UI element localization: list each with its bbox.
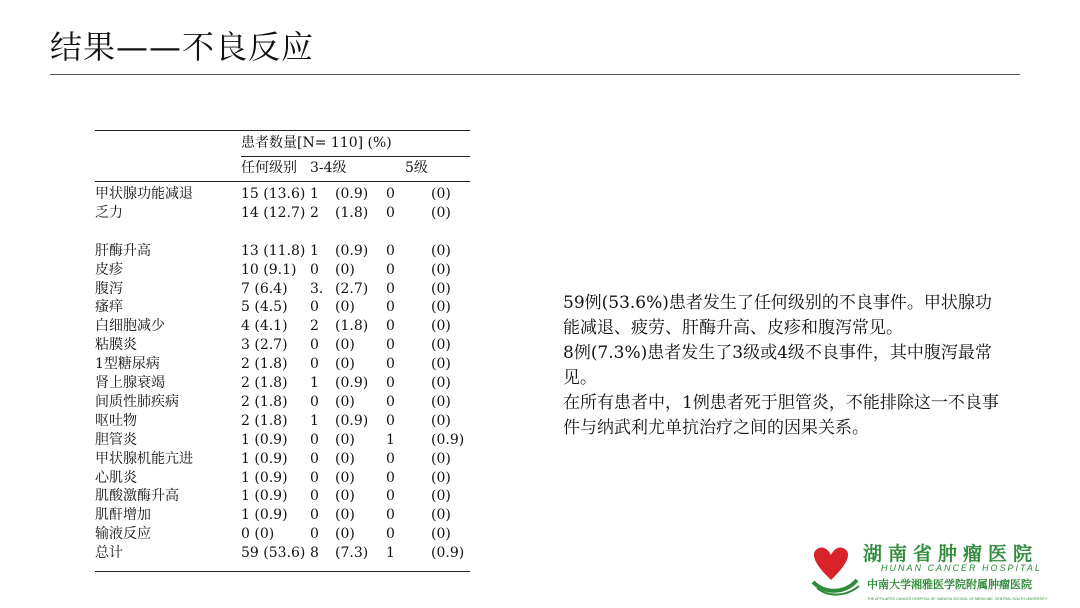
grade-5-count: 0 — [386, 412, 395, 429]
grade-3-4-count: 2 — [310, 204, 319, 221]
row-label: 腹泻 — [95, 280, 123, 297]
grade-5-percent: (0.9) — [431, 431, 465, 448]
grade-3-4-count: 0 — [310, 488, 319, 505]
row-label: 呕吐物 — [95, 412, 137, 429]
grade-5-percent: (0) — [431, 337, 451, 354]
summary-notes — [563, 291, 1003, 441]
note-paragraph: 8例(7.3%)患者发生了3级或4级不良事件，其中腹泻最常见。 — [563, 343, 992, 388]
grade-3-4-percent: (0) — [335, 526, 355, 543]
grade-5-count: 0 — [386, 356, 395, 373]
grade-5-percent: (0) — [431, 299, 451, 316]
row-label: 心肌炎 — [95, 469, 137, 486]
logo-name-cn: 湖南省肿瘤医院 — [863, 543, 1039, 565]
row-label: 白细胞减少 — [95, 318, 165, 335]
grade-3-4-percent: (0.9) — [335, 186, 369, 202]
row-label: 间质性肺疾病 — [95, 393, 179, 410]
grade-5-count: 0 — [386, 450, 395, 467]
any-grade-cell: 1 (0.9) — [241, 450, 288, 467]
row-label: 肝酶升高 — [95, 242, 151, 259]
any-grade-cell: 1 (0.9) — [241, 469, 288, 486]
grade-5-count: 0 — [386, 488, 395, 505]
note-paragraph: 在所有患者中，1例患者死于胆管炎，不能排除这一不良事件与纳武利尤单抗治疗之间的因果关系。 — [563, 393, 999, 438]
grade-3-4-percent: (0.9) — [335, 412, 369, 429]
grade-3-4-count: 8 — [310, 545, 319, 562]
grade-3-4-count: 0 — [310, 469, 319, 486]
grade-5-percent: (0) — [431, 375, 451, 391]
any-grade-cell: 13 (11.8) — [241, 242, 306, 259]
grade-5-percent: (0) — [431, 469, 451, 486]
grade-5-percent: (0) — [431, 488, 451, 505]
grade-5-percent: (0) — [431, 318, 451, 335]
any-grade-cell: 2 (1.8) — [241, 393, 288, 410]
row-label: 总计 — [95, 545, 123, 562]
any-grade-cell: 0 (0) — [241, 526, 275, 543]
grade-3-4-count: 0 — [310, 356, 319, 373]
any-grade-cell: 5 (4.5) — [241, 299, 288, 316]
grade-5-percent: (0) — [431, 412, 451, 429]
any-grade-cell: 2 (1.8) — [241, 412, 288, 429]
grade-3-4-count: 1 — [310, 375, 319, 391]
grade-5-percent: (0) — [431, 450, 451, 467]
any-grade-cell: 10 (9.1) — [241, 261, 297, 278]
grade-5-count: 0 — [386, 242, 395, 259]
grade-3-4-percent: (0) — [335, 393, 355, 410]
grade-3-4-count: 0 — [310, 526, 319, 543]
grade-3-4-percent: (2.7) — [335, 280, 369, 297]
row-label: 肾上腺衰竭 — [95, 375, 165, 391]
grade-3-4-percent: (0) — [335, 337, 355, 354]
row-label: 甲状腺功能减退 — [95, 186, 193, 202]
grade-5-percent: (0) — [431, 186, 451, 202]
grade-5-percent: (0) — [431, 526, 451, 543]
grade-3-4-count: 3. — [310, 280, 324, 297]
hospital-emblem-icon — [805, 538, 1075, 604]
grade-5-percent: (0) — [431, 356, 451, 373]
row-label: 甲状腺机能亢进 — [95, 450, 193, 467]
grade-3-4-percent: (1.8) — [335, 204, 369, 221]
grade-3-4-percent: (0.9) — [335, 375, 369, 391]
grade-5-count: 0 — [386, 469, 395, 486]
row-label: 肌酐增加 — [95, 507, 151, 524]
grade-5-count: 0 — [386, 280, 395, 297]
grade-3-4-percent: (0) — [335, 261, 355, 278]
row-label: 乏力 — [95, 204, 123, 221]
grade-5-count: 0 — [386, 318, 395, 335]
grade-5-percent: (0) — [431, 261, 451, 278]
row-label: 胆管炎 — [95, 431, 137, 448]
grade-5-count: 0 — [386, 186, 395, 202]
table-bottom-rule — [95, 571, 470, 572]
grade-3-4-count: 1 — [310, 242, 319, 259]
logo-footer-en: THE AFFILIATED CANCER HOSPITAL OF XIANGYA SCHOOL OF MEDICINE, CENTRAL SOUTH UNIVERSITY — [867, 597, 1048, 601]
row-label: 皮疹 — [95, 261, 123, 278]
grade-5-percent: (0) — [431, 507, 451, 524]
title-divider — [50, 74, 1020, 75]
grade-3-4-count: 1 — [310, 412, 319, 429]
grade-3-4-count: 0 — [310, 261, 319, 278]
grade-5-count: 0 — [386, 375, 395, 391]
grade-5-percent: (0) — [431, 242, 451, 259]
any-grade-cell: 1 (0.9) — [241, 431, 288, 448]
grade-3-4-percent: (0) — [335, 507, 355, 524]
grade-3-4-count: 0 — [310, 337, 319, 354]
row-label: 输液反应 — [95, 526, 151, 543]
any-grade-cell: 7 (6.4) — [241, 280, 288, 297]
grade-3-4-count: 2 — [310, 318, 319, 335]
row-label: 1型糖尿病 — [95, 356, 160, 373]
header-group-rule — [241, 156, 470, 157]
grade-5-count: 0 — [386, 261, 395, 278]
any-grade-cell: 2 (1.8) — [241, 375, 288, 391]
any-grade-cell: 2 (1.8) — [241, 356, 288, 373]
grade-5-count: 0 — [386, 299, 395, 316]
page-title: 结果——不良反应 — [50, 28, 315, 66]
grade-3-4-percent: (1.8) — [335, 318, 369, 335]
grade-3-4-percent: (0) — [335, 356, 355, 373]
row-label: 粘膜炎 — [95, 337, 137, 354]
grade-3-4-percent: (0.9) — [335, 242, 369, 259]
header-any-grade: 任何级别 — [241, 160, 297, 176]
grade-5-count: 0 — [386, 507, 395, 524]
grade-5-count: 0 — [386, 393, 395, 410]
row-label: 瘙痒 — [95, 299, 123, 316]
any-grade-cell: 1 (0.9) — [241, 488, 288, 505]
any-grade-cell: 4 (4.1) — [241, 318, 288, 335]
grade-3-4-percent: (0) — [335, 299, 355, 316]
row-label: 肌酸激酶升高 — [95, 488, 179, 505]
grade-3-4-percent: (0) — [335, 431, 355, 448]
grade-3-4-count: 0 — [310, 393, 319, 410]
grade-5-count: 0 — [386, 337, 395, 354]
table-top-rule — [95, 130, 470, 131]
grade-3-4-count: 0 — [310, 507, 319, 524]
grade-3-4-percent: (0) — [335, 488, 355, 505]
any-grade-cell: 14 (12.7) — [241, 204, 306, 221]
any-grade-cell: 1 (0.9) — [241, 507, 288, 524]
grade-5-percent: (0.9) — [431, 545, 465, 562]
grade-3-4-percent: (7.3) — [335, 545, 369, 562]
any-grade-cell: 59 (53.6) — [241, 545, 306, 562]
logo-name-en: HUNAN CANCER HOSPITAL — [881, 563, 1042, 573]
header-grade-5: 5级 — [405, 160, 428, 176]
grade-3-4-percent: (0) — [335, 469, 355, 486]
grade-5-count: 0 — [386, 526, 395, 543]
grade-5-count: 1 — [386, 545, 395, 562]
grade-5-count: 0 — [386, 204, 395, 221]
logo-subtitle-cn: 中南大学湘雅医学院附属肿瘤医院 — [867, 578, 1032, 591]
header-bottom-rule — [95, 181, 470, 182]
note-paragraph: 59例(53.6%)患者发生了任何级别的不良事件。甲状腺功能减退、疲劳、肝酶升高、皮疹和腹泻常见。 — [563, 293, 992, 338]
grade-3-4-count: 1 — [310, 186, 319, 202]
hospital-logo — [805, 538, 1075, 604]
grade-5-count: 1 — [386, 431, 395, 448]
header-grade-3-4: 3-4级 — [310, 160, 347, 176]
grade-3-4-count: 0 — [310, 431, 319, 448]
grade-3-4-percent: (0) — [335, 450, 355, 467]
grade-3-4-count: 0 — [310, 299, 319, 316]
any-grade-cell: 3 (2.7) — [241, 337, 288, 354]
grade-5-percent: (0) — [431, 393, 451, 410]
grade-5-percent: (0) — [431, 280, 451, 297]
header-group-label: 患者数量[N= 110] (%) — [241, 135, 392, 151]
any-grade-cell: 15 (13.6) — [241, 186, 306, 202]
grade-5-percent: (0) — [431, 204, 451, 221]
grade-3-4-count: 0 — [310, 450, 319, 467]
